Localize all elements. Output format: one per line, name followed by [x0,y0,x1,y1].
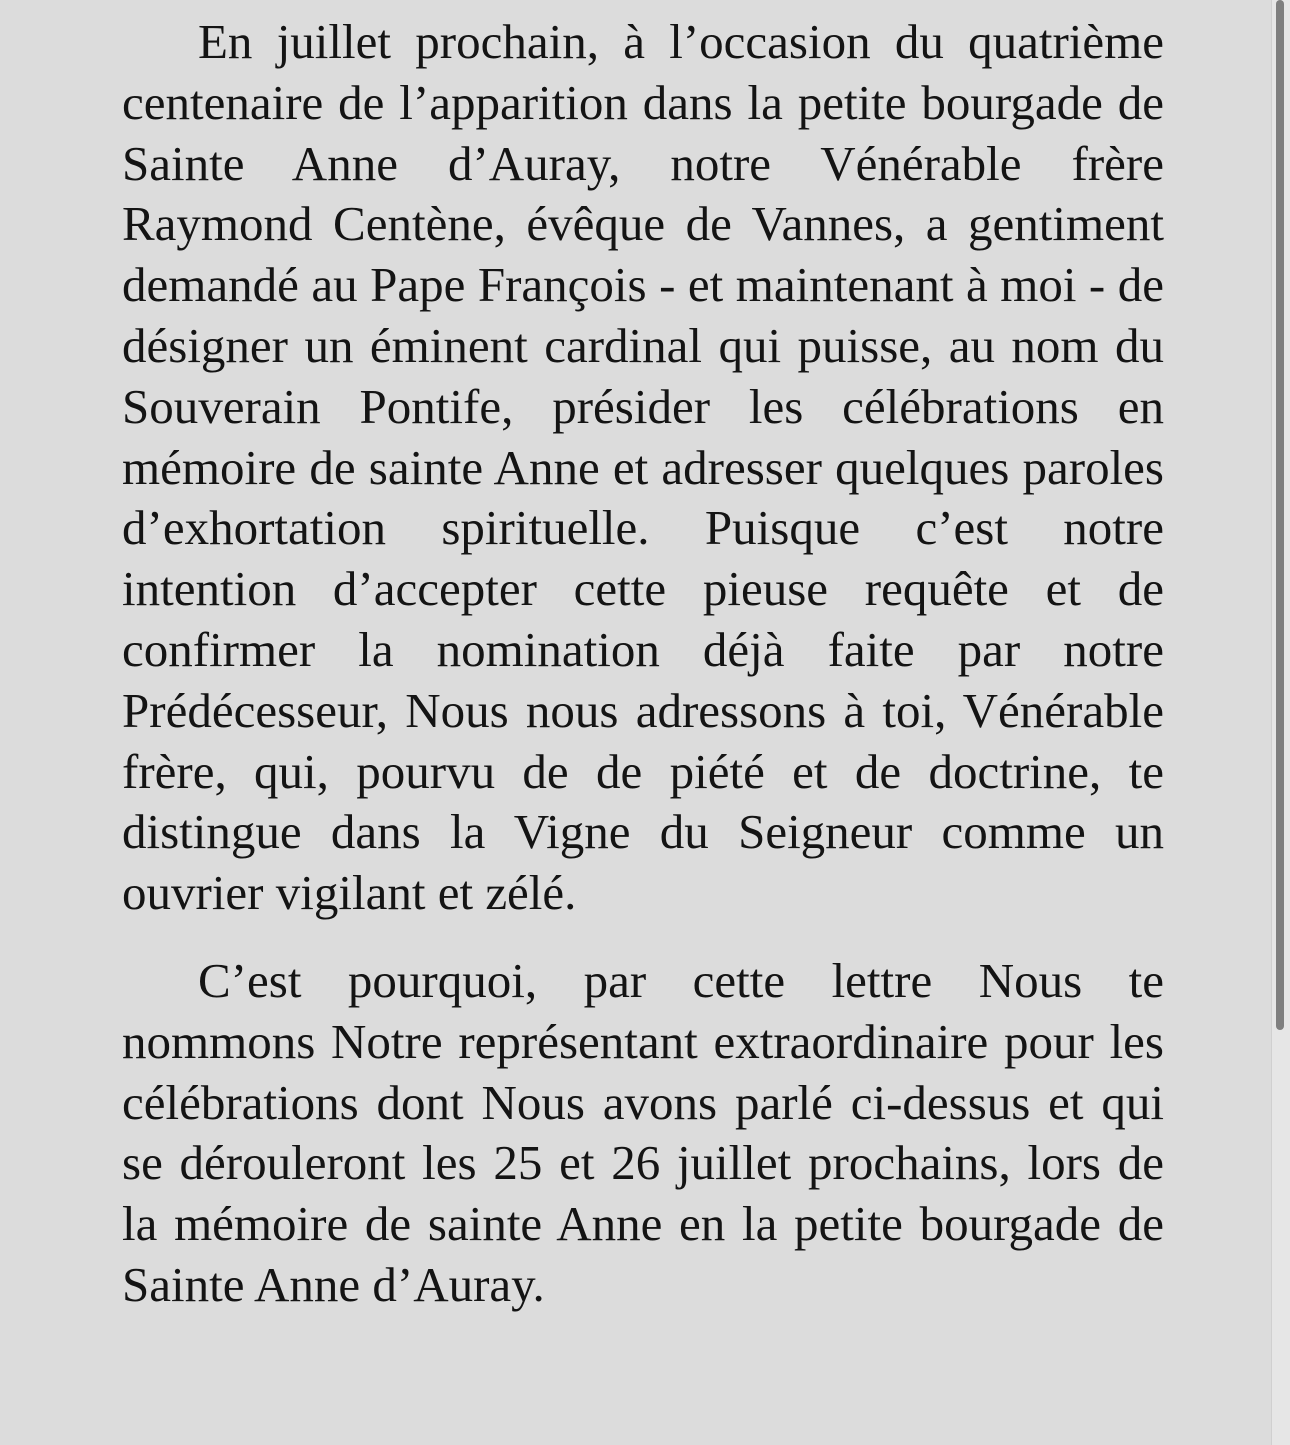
document-body [122,12,1164,1316]
paragraph-1: En juillet prochain, à l’occasion du quatrième centenaire de l’apparition dans la petite bourgade de Sainte Anne d’Auray, notre Vénérable frère Raymond Centène, évêque de Vannes, a gentiment demandé au Pape François - et maintenant à moi - de désigner un éminent cardinal qui puisse, au nom du Souverain Pontife, présider les célébrations en mémoire de sainte Anne et adresser quelques paroles d’exhortation spirituelle. Puisque c’est notre intention d’accepter cette pieuse requête et de confirmer la nomination déjà faite par notre Prédécesseur, Nous nous adressons à toi, Vénérable frère, qui, pourvu de de piété et de doctrine, te distingue dans la Vigne du Seigneur comme un ouvrier vigilant et zélé. [122,14,1164,921]
scrollbar-thumb[interactable] [1276,0,1284,1030]
vertical-scrollbar[interactable] [1271,0,1290,1445]
paragraph-2: C’est pourquoi, par cette lettre Nous te nommons Notre représentant extraordinaire pour les célébrations dont Nous avons parlé ci-dessus et qui se dérouleront les 25 et 26 juillet prochains, lors de la mémoire de sainte Anne en la petite bourgade de Sainte Anne d’Auray. [122,952,1164,1312]
